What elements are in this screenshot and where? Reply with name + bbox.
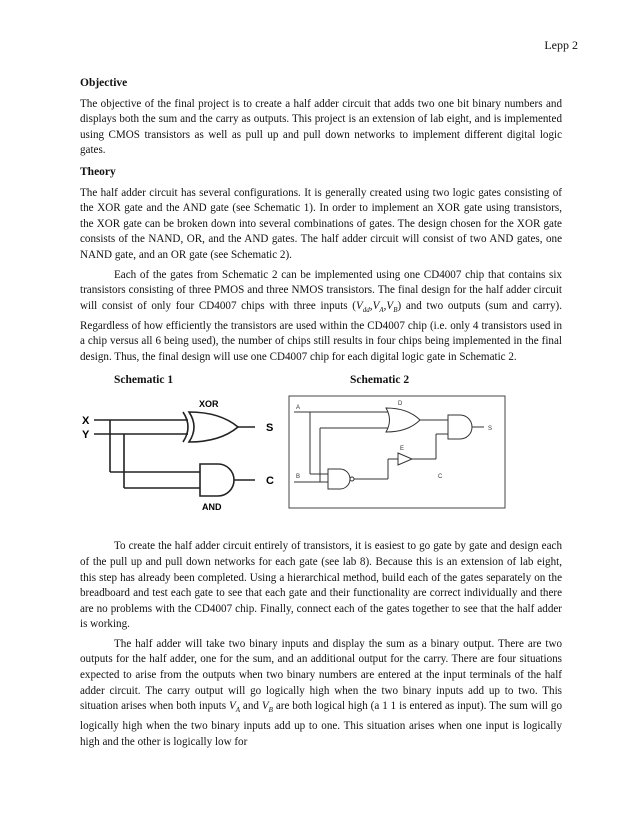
input-x-label: X (82, 415, 90, 428)
schematic-1-figure (80, 391, 290, 521)
document-body (80, 76, 562, 754)
output-c-label: C (266, 475, 274, 488)
output-c2-label: C (438, 474, 443, 481)
theory-heading: Theory (80, 165, 116, 178)
page-header: Lepp 2 (544, 38, 578, 52)
schematics-row (80, 373, 562, 523)
xor-label: XOR (199, 399, 219, 410)
input-y-label: Y (82, 429, 90, 442)
objective-paragraph: The objective of the final project is to create a half adder circuit that adds two one bit binary numbers and displays both the sum and the carry as outputs. This project is an extension of lab eight, and is implemented using CMOS transistors as well as pull up and pull down networks to implement different digital logic gates. (80, 97, 562, 157)
input-a-label: A (296, 405, 301, 412)
output-s2-label: S (488, 426, 493, 433)
schematic-1-label: Schematic 1 (114, 374, 174, 387)
nand-gate (328, 469, 350, 489)
schematic-2-figure (288, 395, 510, 517)
body-paragraph-4: The half adder will take two binary inputs and display the sum as a binary output. There are two outputs for the half adder, one for the sum, and an additional output for the carry. There are four situations expected to arise from the outputs when two binary numbers are entered at the input terminals of the half adder circuit. The carry output will go logically high when the two binary inputs add up to two. This situation arises when both inputs $V_A$ and $V_B$ are both logical high (a 1 1 is entered as input). The sum will go logically high when the two binary inputs add up to one. This situation arises when one input is logically high and the other is logically low for (80, 637, 563, 748)
theory-paragraph-2: Each of the gates from Schematic 2 can be implemented using one CD4007 chip that contains six transistors consisting of three PMOS and three NMOS transistors. The final design for the half adder circuit will consist of only four CD4007 chips with three inputs $(V_{dd},V_A,V_B)$ and two outputs (sum and carry). Regardless of how efficiently the transistors are used within the CD4007 chip (i.e. only 4 transistors used in a chip versus all 6 being used), the number of chips still results in four chips being implemented in the final design. Thus, the final design will use one CD4007 chip for each digital logic gate in Schematic 2. (80, 268, 562, 363)
objective-heading: Objective (80, 77, 128, 89)
schematic-2-label: Schematic 2 (350, 374, 410, 387)
and-label: AND (202, 502, 222, 513)
node-e-label: E (400, 446, 405, 453)
theory-paragraph-1: The half adder circuit has several configurations. It is generally created using two logic gates consisting of the XOR gate and the AND gate (see Schematic 1). In order to implement an XOR gate using transistors, the XOR gate can be broken down into several combinations of gates. The design chosen for the XOR gate consists of the NAND, OR, and the AND gates. The half adder circuit will consist of two AND gates, one NAND gate, and an OR gate (see Schematic 2). (80, 186, 562, 261)
xor-gate (183, 412, 238, 442)
input-b-label: B (296, 474, 301, 481)
body-paragraph-3: To create the half adder circuit entirely of transistors, it is easiest to go gate by gate and design each of the pull up and pull down networks for each gate (see lab 8). Because this is an extension of lab eight, this step has already been completed. Using a hierarchical method, build each of the gates separately on the breadboard and test each gate to see that each gate and their functionality are correct individually and there are no problems with the CD4007 chip. Finally, connect each of the gates together to see that the half adder is working. (80, 540, 562, 631)
and-gate-2 (448, 415, 472, 439)
and-gate (200, 464, 234, 496)
node-d-label: D (398, 401, 403, 408)
output-s-label: S (266, 422, 274, 435)
